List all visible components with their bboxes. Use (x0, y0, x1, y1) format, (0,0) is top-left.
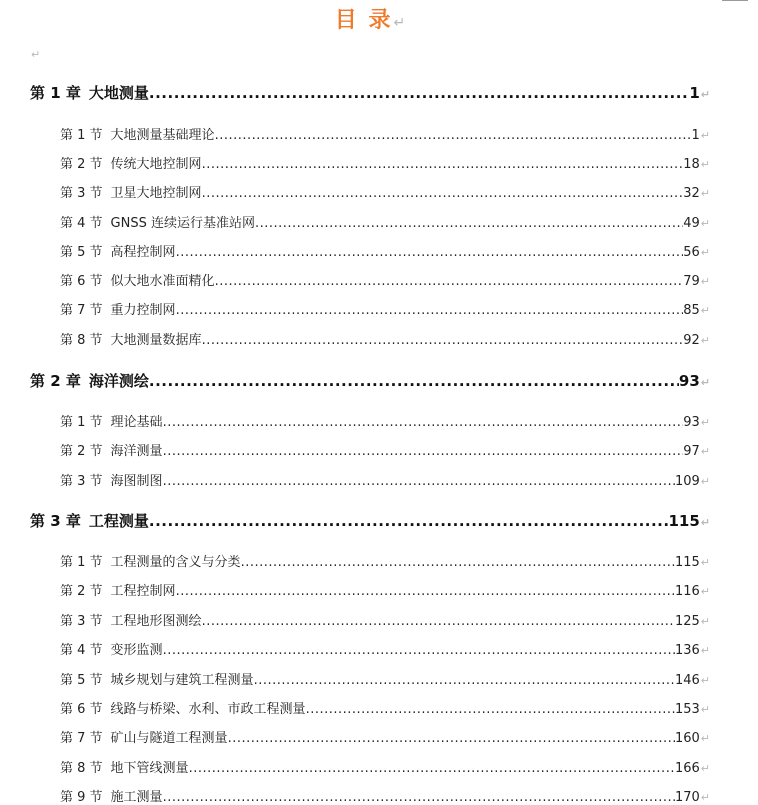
toc-entry-number: 第 2 节 (60, 157, 103, 172)
paragraph-mark-icon: ↵ (700, 732, 710, 745)
toc-entry-page: 136 (674, 643, 700, 658)
toc-leader-dots (163, 415, 684, 430)
toc-section-entry[interactable] (60, 299, 710, 318)
toc-leader-dots (176, 245, 684, 260)
paragraph-mark-icon: ↵ (700, 615, 710, 628)
toc-leader-dots (163, 790, 675, 805)
toc-entry-label: 重力控制网 (110, 303, 176, 318)
toc-leader-dots (163, 643, 675, 658)
toc-leader-dots (149, 512, 669, 530)
empty-paragraph (30, 43, 40, 62)
toc-leader-dots (228, 731, 675, 746)
toc-entry-number: 第 2 章 (30, 372, 81, 390)
toc-entry-label: 变形监测 (110, 643, 163, 658)
toc-entry-label: 工程测量的含义与分类 (110, 555, 241, 570)
paragraph-mark-icon: ↵ (700, 516, 710, 529)
toc-entry-label: 矿山与隧道工程测量 (110, 731, 228, 746)
toc-leader-dots (254, 673, 675, 688)
toc-leader-dots (202, 186, 684, 201)
toc-entry-page: 1 (691, 128, 700, 143)
toc-entry-label: 大地测量 (88, 84, 149, 102)
toc-entry-label: 工程地形图测绘 (110, 614, 202, 629)
toc-entry-page: 170 (674, 790, 700, 805)
toc-leader-dots (176, 584, 675, 599)
toc-entry-label: GNSS 连续运行基准站网 (110, 216, 255, 231)
toc-entry-page: 146 (674, 673, 700, 688)
toc-entry-page: 32 (683, 186, 700, 201)
paragraph-mark-icon: ↵ (700, 334, 710, 347)
toc-section-entry[interactable] (60, 669, 710, 688)
toc-entry-number: 第 3 章 (30, 512, 81, 530)
toc-entry-page: 18 (683, 157, 700, 172)
toc-entry-number: 第 2 节 (60, 444, 103, 459)
paragraph-mark-icon: ↵ (700, 585, 710, 598)
toc-leader-dots (255, 216, 683, 231)
toc-entry-page: 125 (674, 614, 700, 629)
paragraph-mark-icon: ↵ (700, 275, 710, 288)
toc-entry-page: 93 (678, 372, 700, 390)
ruler-line (722, 0, 748, 1)
toc-entry-page: 56 (683, 245, 700, 260)
paragraph-mark-icon: ↵ (700, 416, 710, 429)
paragraph-mark-icon: ↵ (700, 644, 710, 657)
toc-entry-number: 第 1 章 (30, 84, 81, 102)
toc-entry-page: 116 (674, 584, 700, 599)
toc-entry-label: 似大地水准面精化 (110, 274, 215, 289)
toc-entry-number: 第 6 节 (60, 702, 103, 717)
toc-entry-number: 第 1 节 (60, 555, 103, 570)
paragraph-mark-icon: ↵ (700, 376, 710, 389)
paragraph-mark-icon: ↵ (700, 217, 710, 230)
paragraph-mark-icon: ↵ (700, 246, 710, 259)
paragraph-mark-icon: ↵ (700, 88, 710, 101)
paragraph-mark-icon: ↵ (700, 762, 710, 775)
toc-leader-dots (176, 303, 684, 318)
toc-section-entry[interactable] (60, 182, 710, 201)
paragraph-mark-icon: ↵ (700, 158, 710, 171)
paragraph-mark-icon: ↵ (700, 556, 710, 569)
toc-leader-dots (202, 333, 684, 348)
toc-entry-number: 第 7 节 (60, 731, 103, 746)
toc-leader-dots (202, 157, 684, 172)
toc-section-entry[interactable] (60, 698, 710, 717)
toc-entry-page: 93 (683, 415, 700, 430)
toc-entry-label: 传统大地控制网 (110, 157, 202, 172)
toc-entry-number: 第 3 节 (60, 614, 103, 629)
toc-entry-page: 115 (674, 555, 700, 570)
toc-entry-number: 第 4 节 (60, 643, 103, 658)
paragraph-mark-icon: ↵ (700, 304, 710, 317)
paragraph-mark-icon: ↵ (700, 674, 710, 687)
toc-entry-label: 线路与桥梁、水利、市政工程测量 (110, 702, 306, 717)
toc-section-entry[interactable] (60, 727, 710, 746)
paragraph-mark-icon: ↵ (393, 15, 406, 31)
toc-entry-label: 海图制图 (110, 474, 163, 489)
toc-entry-label: 理论基础 (110, 415, 163, 430)
toc-entry-label: 施工测量 (110, 790, 163, 805)
toc-section-entry[interactable] (60, 757, 710, 776)
toc-leader-dots (149, 372, 679, 390)
toc-section-entry[interactable] (60, 610, 710, 629)
toc-entry-page: 92 (683, 333, 700, 348)
toc-entry-page: 166 (674, 761, 700, 776)
toc-entry-number: 第 5 节 (60, 245, 103, 260)
toc-entry-page: 1 (689, 84, 700, 102)
toc-entry-number: 第 8 节 (60, 333, 103, 348)
toc-chapter-entry[interactable] (30, 82, 710, 103)
toc-section-entry[interactable] (60, 551, 710, 570)
toc-entry-label: 大地测量数据库 (110, 333, 202, 348)
toc-entry-page: 115 (668, 512, 700, 530)
toc-entry-number: 第 4 节 (60, 216, 103, 231)
toc-section-entry[interactable] (60, 440, 710, 459)
toc-leader-dots (163, 474, 675, 489)
toc-section-entry[interactable] (60, 241, 710, 260)
toc-entry-label: 高程控制网 (110, 245, 176, 260)
toc-title-text: 目 录 (334, 8, 393, 33)
toc-leader-dots (202, 614, 675, 629)
toc-entry-number: 第 9 节 (60, 790, 103, 805)
toc-leader-dots (215, 274, 684, 289)
toc-entry-label: 海洋测量 (110, 444, 163, 459)
toc-section-entry[interactable] (60, 153, 710, 172)
toc-section-entry[interactable] (60, 270, 710, 289)
toc-chapter-entry[interactable] (30, 510, 710, 531)
toc-entry-number: 第 5 节 (60, 673, 103, 688)
toc-entry-page: 109 (674, 474, 700, 489)
toc-entry-page: 97 (683, 444, 700, 459)
toc-chapter-entry[interactable] (30, 370, 710, 391)
toc-section-entry[interactable] (60, 786, 710, 805)
toc-entry-page: 85 (683, 303, 700, 318)
toc-entry-label: 工程测量 (88, 512, 149, 530)
toc-entry-number: 第 8 节 (60, 761, 103, 776)
toc-leader-dots (149, 84, 689, 102)
toc-section-entry[interactable] (60, 470, 710, 489)
paragraph-mark-icon: ↵ (700, 703, 710, 716)
toc-leader-dots (163, 444, 684, 459)
toc-section-entry[interactable] (60, 212, 710, 231)
toc-title (0, 3, 740, 34)
toc-section-entry[interactable] (60, 411, 710, 430)
toc-leader-dots (306, 702, 675, 717)
paragraph-mark-icon: ↵ (700, 445, 710, 458)
toc-entry-label: 地下管线测量 (110, 761, 189, 776)
toc-section-entry[interactable] (60, 580, 710, 599)
paragraph-mark-icon: ↵ (700, 187, 710, 200)
paragraph-mark-icon: ↵ (31, 48, 41, 61)
toc-entry-page: 49 (683, 216, 700, 231)
toc-entry-number: 第 1 节 (60, 128, 103, 143)
toc-entry-number: 第 6 节 (60, 274, 103, 289)
toc-entry-label: 工程控制网 (110, 584, 176, 599)
toc-entry-label: 城乡规划与建筑工程测量 (110, 673, 254, 688)
toc-leader-dots (241, 555, 675, 570)
toc-leader-dots (215, 128, 692, 143)
toc-entry-page: 153 (674, 702, 700, 717)
toc-entry-label: 大地测量基础理论 (110, 128, 215, 143)
toc-leader-dots (189, 761, 675, 776)
toc-entry-number: 第 1 节 (60, 415, 103, 430)
toc-entry-number: 第 3 节 (60, 474, 103, 489)
toc-entry-number: 第 3 节 (60, 186, 103, 201)
toc-entry-number: 第 2 节 (60, 584, 103, 599)
toc-entry-label: 海洋测绘 (88, 372, 149, 390)
toc-section-entry[interactable] (60, 124, 710, 143)
toc-section-entry[interactable] (60, 639, 710, 658)
toc-entry-page: 160 (674, 731, 700, 746)
toc-entry-page: 79 (683, 274, 700, 289)
toc-entry-number: 第 7 节 (60, 303, 103, 318)
paragraph-mark-icon: ↵ (700, 791, 710, 804)
toc-entry-label: 卫星大地控制网 (110, 186, 202, 201)
toc-section-entry[interactable] (60, 329, 710, 348)
paragraph-mark-icon: ↵ (700, 129, 710, 142)
paragraph-mark-icon: ↵ (700, 475, 710, 488)
